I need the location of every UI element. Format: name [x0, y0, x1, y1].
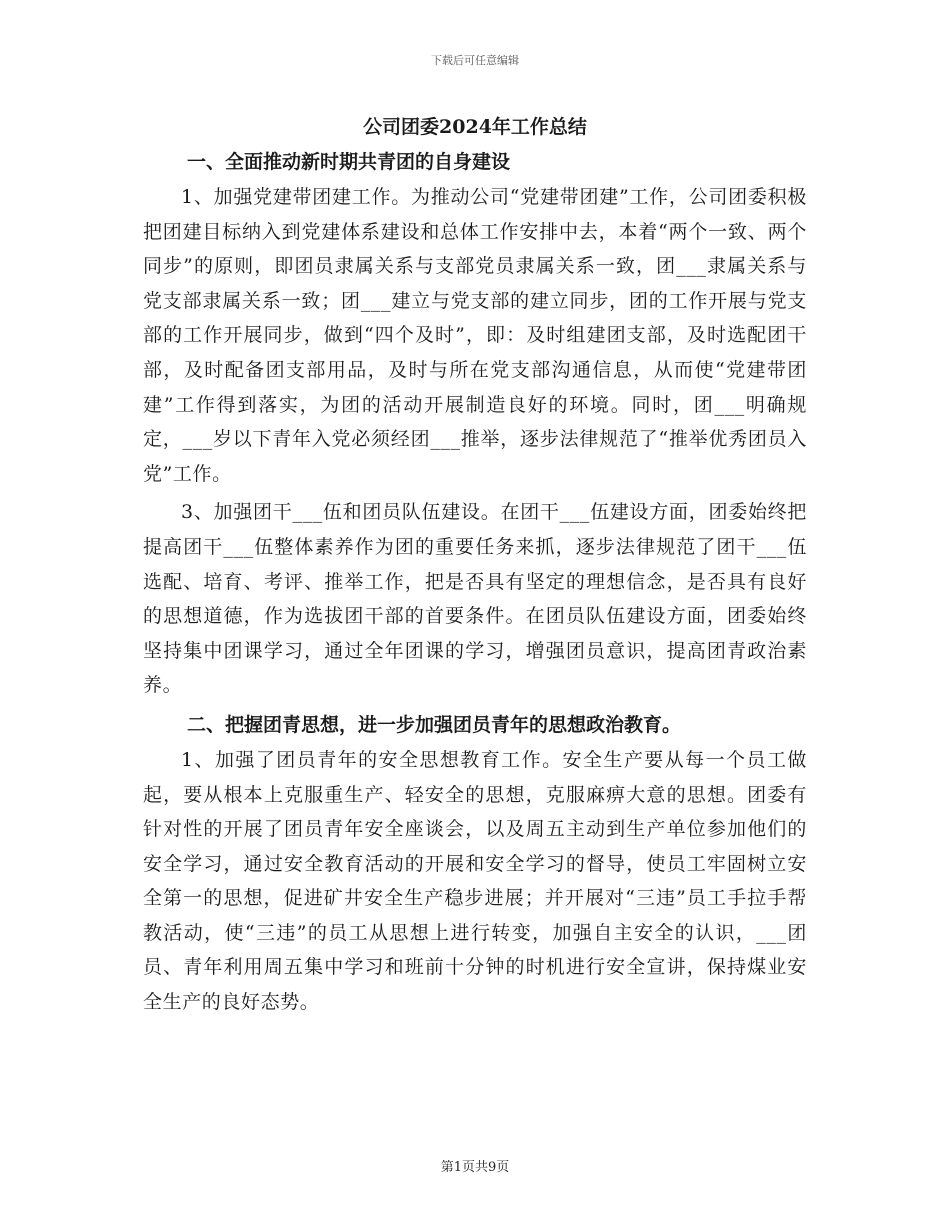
page-footer-number: 第1页共9页: [440, 1160, 510, 1175]
document-body: [143, 110, 807, 1024]
paragraph-2-1: 1、加强了团员青年的安全思想教育工作。安全生产要从每一个员工做起，要从根本上克服重生产、轻安全的思想，克服麻痹大意的思想。团委有针对性的开展了团员青年安全座谈会，以及周五主动到生产单位参加他们的安全学习，通过安全教育活动的开展和安全学习的督导，使员工牢固树立安全第一的思想，促进矿井安全生产稳步进展；并开展对“三违”员工手拉手帮教活动，使“三违”的员工从思想上进行转变，加强自主安全的认识，___团员、青年利用周五集中学习和班前十分钟的时机进行安全宣讲，保持煤业安全生产的良好态势。: [143, 748, 807, 1014]
document-title: 公司团委2024年工作总结: [363, 116, 587, 138]
paragraph-1-2: 3、加强团干___伍和团员队伍建设。在团干___伍建设方面，团委始终把提高团干___伍整体素养作为团的重要任务来抓，逐步法律规范了团干___伍选配、培育、考评、推举工作，把是否具有坚定的理想信念，是否具有良好的思想道德，作为选拔团干部的首要条件。在团员队伍建设方面，团委始终坚持集中团课学习，通过全年团课的学习，增强团员意识，提高团青政治素养。: [143, 501, 807, 697]
page-header-note: 下载后可任意编辑: [431, 54, 519, 67]
section-heading-2: 二、把握团青思想，进一步加强团员青年的思想政治教育。: [187, 713, 682, 736]
section-heading-1: 一、全面推动新时期共青团的自身建设: [187, 151, 511, 173]
paragraph-1-1: 1、加强党建带团建工作。为推动公司“党建带团建”工作，公司团委积极把团建目标纳入到党建体系建设和总体工作安排中去，本着“两个一致、两个同步”的原则，即团员隶属关系与支部党员隶属关系一致，团___隶属关系与党支部隶属关系一致；团___建立与党支部的建立同步，团的工作开展与党支部的工作开展同步，做到“四个及时”，即：及时组建团支部，及时选配团干部，及时配备团支部用品，及时与所在党支部沟通信息，从而使“党建带团建”工作得到落实，为团的活动开展制造良好的环境。同时，团___明确规定，___岁以下青年入党必须经团___推举，逐步法律规范了“推举优秀团员入党”工作。: [143, 186, 807, 485]
